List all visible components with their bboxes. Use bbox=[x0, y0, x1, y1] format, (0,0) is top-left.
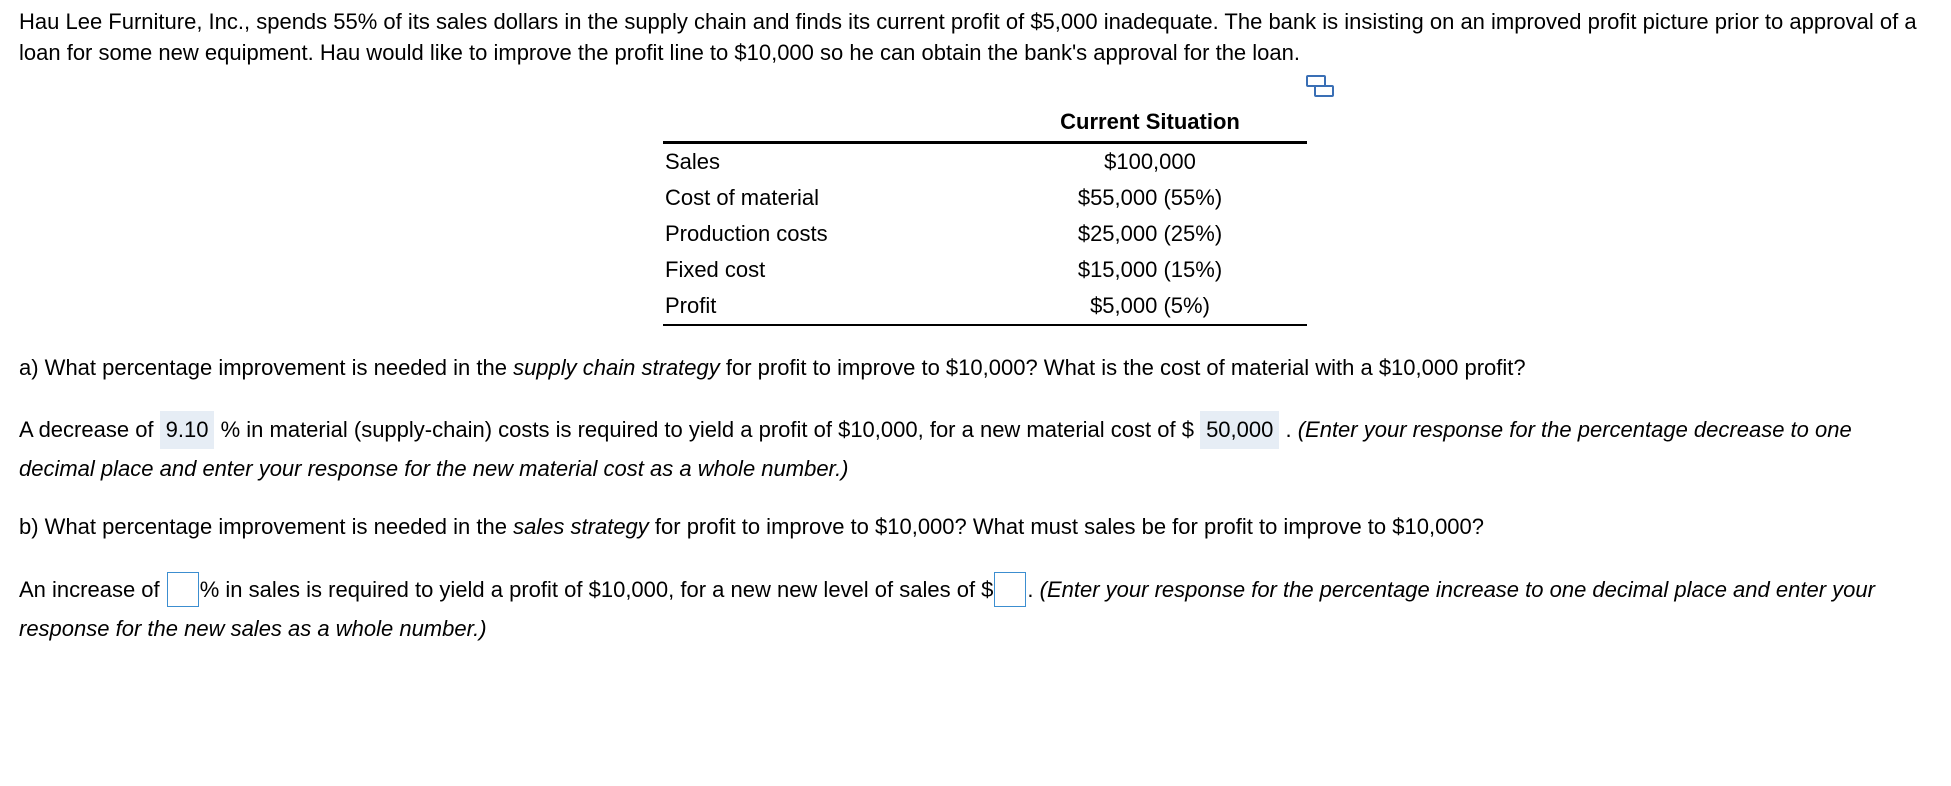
table-row bbox=[663, 143, 1307, 181]
row-label: Cost of material bbox=[665, 185, 820, 210]
row-label: Fixed cost bbox=[665, 257, 766, 282]
row-label: Production costs bbox=[665, 221, 828, 246]
question-a-text: a) What percentage improvement is needed in the bbox=[19, 355, 514, 380]
question-b bbox=[19, 507, 1919, 546]
row-value: $55,000 (55%) bbox=[1077, 185, 1223, 210]
question-b-text-end: for profit to improve to $10,000? What must sales be for profit to improve to $10,000? bbox=[648, 514, 1485, 539]
current-situation-table bbox=[663, 103, 1307, 326]
answer-a-mid: % in material (supply-chain) costs is required to yield a profit of $10,000, for a new material cost of $ bbox=[214, 417, 1201, 442]
answer-a-lead: A decrease of bbox=[19, 417, 160, 442]
answer-b-mid: % in sales is required to yield a profit of $10,000, for a new new level of sales of $ bbox=[199, 577, 994, 602]
table-row bbox=[663, 288, 1307, 325]
row-label: Profit bbox=[663, 288, 993, 325]
problem-statement: Hau Lee Furniture, Inc., spends 55% of its sales dollars in the supply chain and finds its current profit of $5,000 inadequate. The bank is insisting on an improved profit picture prior to approval of a loan for some new equipment. Hau would like to improve the profit line to $10,000 so he can obtain the bank's approval for the loan. bbox=[19, 9, 1917, 65]
answer-b-tail: . bbox=[1027, 577, 1040, 602]
question-a bbox=[19, 348, 1919, 387]
table-row bbox=[663, 180, 1307, 216]
table-row bbox=[663, 252, 1307, 288]
table-row bbox=[663, 216, 1307, 252]
row-label: Sales bbox=[665, 149, 721, 174]
row-value: $25,000 (25%) bbox=[1077, 221, 1223, 246]
table-header-blank bbox=[663, 103, 993, 143]
copy-table-icon[interactable] bbox=[1306, 74, 1334, 98]
answer-a-instructions: (Enter your response for the percentage decrease to one decimal place and enter your response for the new material cost as a whole number.) bbox=[19, 417, 1852, 481]
new-sales-input[interactable] bbox=[994, 572, 1026, 607]
table-header: Current Situation bbox=[993, 103, 1307, 143]
answer-a bbox=[19, 410, 1919, 488]
question-b-text: b) What percentage improvement is needed in the bbox=[19, 514, 514, 539]
row-value: $100,000 bbox=[1104, 149, 1196, 174]
percent-decrease-answer[interactable]: 9.10 bbox=[160, 411, 215, 449]
row-value: $15,000 (15%) bbox=[1077, 257, 1223, 282]
row-value: $5,000 (5%) bbox=[993, 288, 1307, 325]
percent-increase-input[interactable] bbox=[167, 572, 199, 607]
material-cost-answer[interactable]: 50,000 bbox=[1200, 411, 1279, 449]
question-a-text-end: for profit to improve to $10,000? What is the cost of material with a $10,000 profit? bbox=[719, 355, 1526, 380]
answer-b bbox=[19, 570, 1919, 648]
answer-b-lead: An increase of bbox=[19, 577, 166, 602]
answer-b-instructions: (Enter your response for the percentage increase to one decimal place and enter your response for the new sales as a whole number.) bbox=[19, 577, 1875, 641]
question-b-emphasis: sales strategy bbox=[513, 514, 649, 539]
question-a-emphasis: supply chain strategy bbox=[513, 355, 720, 380]
answer-a-tail: . bbox=[1279, 417, 1298, 442]
